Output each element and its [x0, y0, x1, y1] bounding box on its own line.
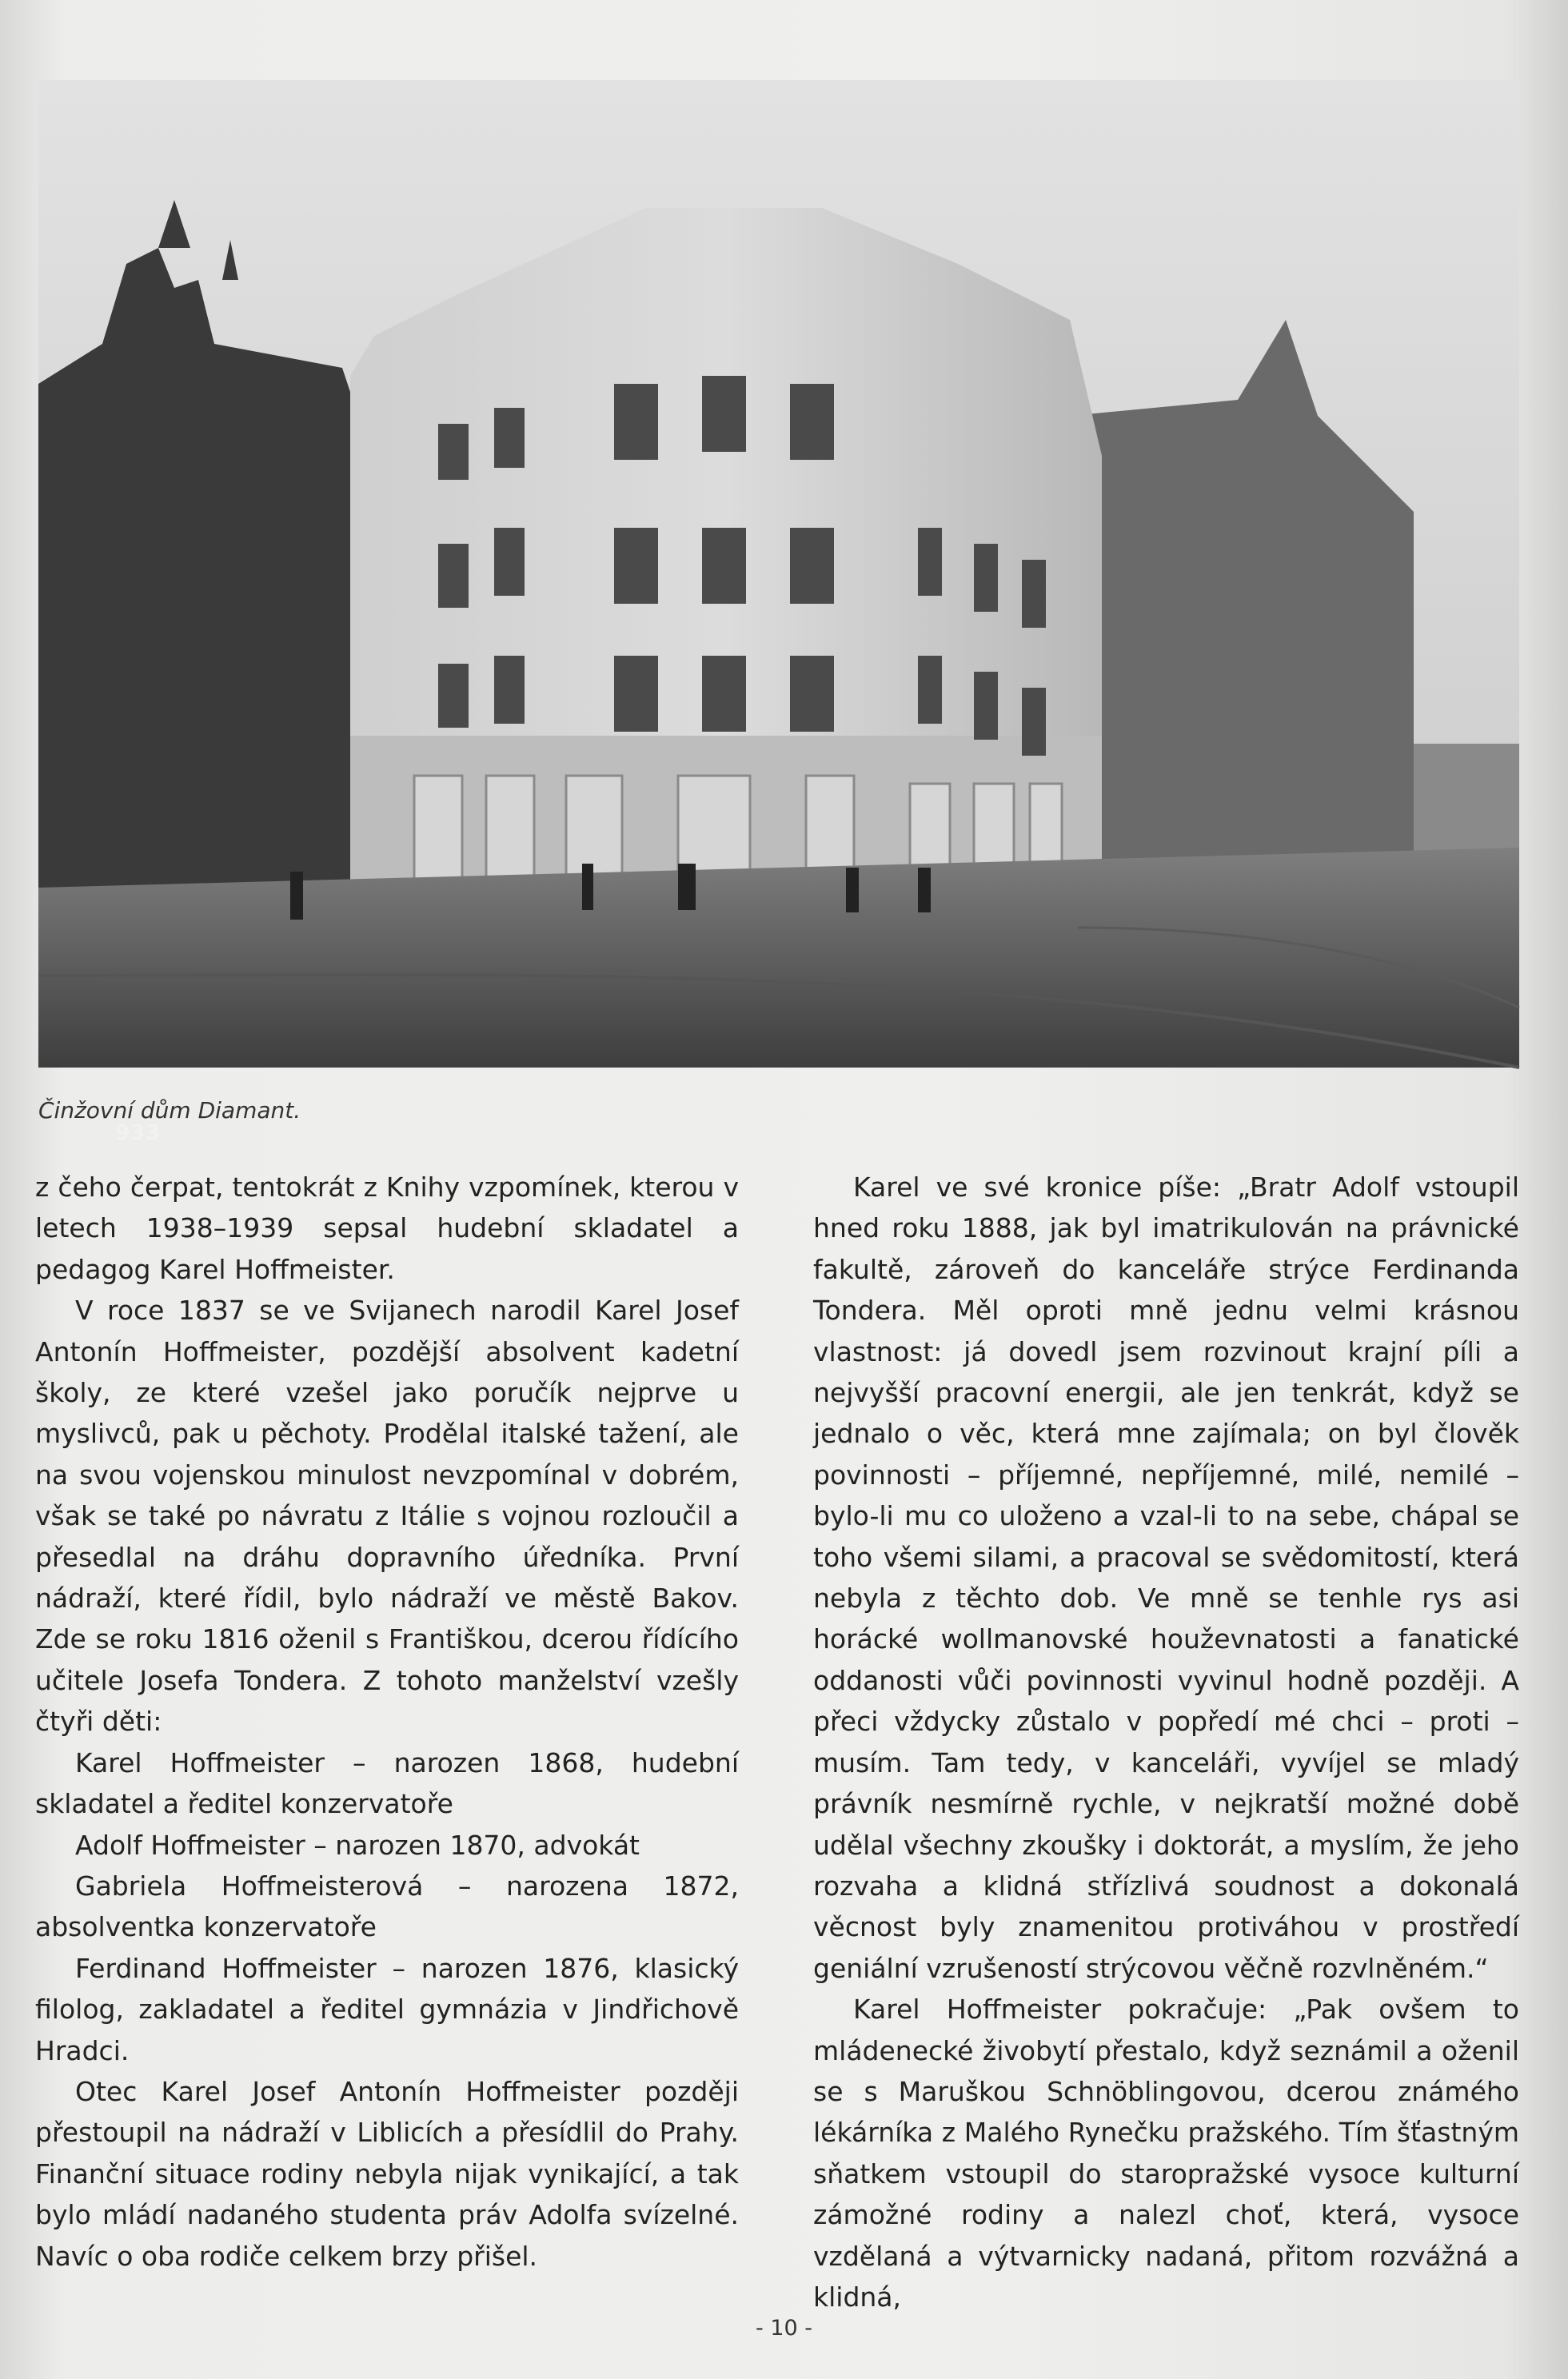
page-number: - 10 -: [755, 2316, 812, 2341]
list-item: Adolf Hoffmeister – narozen 1870, advokát: [75, 1829, 640, 1861]
paragraph: Karel ve své kronice píše: „Bratr Adolf vstoupil hned roku 1888, jak byl imatrikulován na právnické fakultě, zároveň do kanceláře strýce Ferdinanda Tondera. Měl oproti mně jednu velmi krásnou vlastnost: já dovedl jsem rozvinout krajní píli a nejvyšší pracovní energii, ale jen tenkrát, když se jednalo o věc, která mne zajímala; on byl člověk povinnosti – příjemné, nepříjemné, milé, nemilé – bylo-li mu co uloženo a vzal-li to na sebe, chápal se toho všemi silami, a pracoval se svědomitostí, která nebyla z těchto dob. Ve mně se tenhle rys asi horácké wollmanovské houževnatosti a fanatické oddanosti vůči povinnosti vyvinul hodně později. A přeci vždycky zůstalo v popředí mé chci – proti – musím. Tam tedy, v kanceláři, vyvíjel se mladý právník nesmírně rychle, v nejkratší možné době udělal všechny zkoušky i doktorát, a myslím, že jeho rozvaha a klidná střízlivá soudnost a dokonalá věcnost byly znamenitou protiváhou v prostředí geniální vzrušeností strýcovou věčně rozvlněném.“: [813, 1172, 1519, 1984]
photo-archive-number: 933: [115, 1121, 162, 1145]
photo-caption: Činžovní dům Diamant.: [38, 1097, 301, 1124]
left-text-column: [35, 1167, 739, 2277]
list-item: Gabriela Hoffmeisterová – narozena 1872, absolventka konzervatoře: [35, 1870, 739, 1943]
paragraph: V roce 1837 se ve Svijanech narodil Karel Josef Antonín Hoffmeister, pozdější absolvent kadetní školy, ze které vzešel jako poručík nejprve u myslivců, pak u pěchoty. Prodělal italské tažení, ale na svou vojenskou minulost nevzpomínal v dobrém, však se také po návratu z Itálie s vojnou rozloučil a přesedlal na dráhu dopravního úředníka. První nádraží, které řídil, bylo nádraží ve městě Bakov. Zde se roku 1816 oženil s Františkou, dcerou řídícího učitele Josefa Tondera. Z tohoto manželství vzešly čtyři děti:: [35, 1295, 739, 1738]
right-text-column: [813, 1167, 1519, 2317]
list-item: Karel Hoffmeister – narozen 1868, hudební skladatel a ředitel konzervatoře: [35, 1746, 739, 1820]
list-item: Ferdinand Hoffmeister – narozen 1876, klasický filolog, zakladatel a ředitel gymnázia v Jindřichově Hradci.: [35, 1952, 739, 2066]
paragraph: Karel Hoffmeister pokračuje: „Pak ovšem to mládenecké živobytí přestalo, když seznámil a oženil se s Maruškou Schnöblingovou, dcerou známého lékárníka z Malého Rynečku pražského. Tím šťastným sňatkem vstoupil do staropražské vysoce kulturní zámožné rodiny a nalezl choť, která, vysoce vzdělaná a výtvarnicky nadaná, přitom rozvážná a klidná,: [813, 1994, 1519, 2313]
building-photo-illustration: [38, 80, 1519, 1068]
paragraph: Otec Karel Josef Antonín Hoffmeister později přestoupil na nádraží v Liblicích a přesídlil do Prahy. Finanční situace rodiny nebyla nijak vynikající, a tak bylo mládí nadaného studenta práv Adolfa svízelné. Navíc o oba rodiče celkem brzy přišel.: [35, 2075, 739, 2272]
paragraph: z čeho čerpat, tentokrát z Knihy vzpomínek, kterou v letech 1938–1939 sepsal hudební skladatel a pedagog Karel Hoffmeister.: [35, 1172, 739, 1285]
